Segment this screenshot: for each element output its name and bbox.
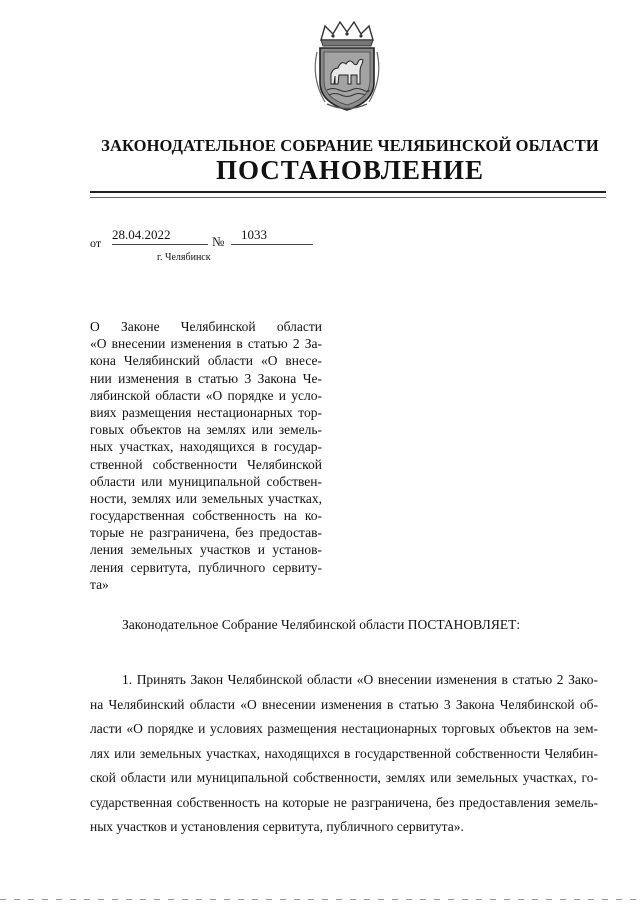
subject-line: виях размещения нестационарных тор- (90, 404, 322, 420)
registration-row (90, 226, 350, 252)
header-divider-thick (90, 191, 606, 193)
subject-line: «О внесении изменения в статью 2 За- (90, 336, 322, 352)
subject-line: О Законе Челябинской области (90, 319, 322, 334)
subject-line: ления земельных участков и установ- (90, 542, 322, 558)
resolution-paragraph (90, 668, 598, 840)
paragraph-line: ных участков и установления сервитута, публичного сервитута». (90, 819, 464, 834)
paragraph-line: лях или земельных участках, находящихся в государственной собственности Челябин- (90, 745, 598, 761)
paragraph-line: ской области или муниципальной собственности, землях или земельных участках, го- (90, 770, 598, 785)
number-label: № (212, 234, 225, 249)
date-label: от (90, 236, 102, 250)
city-label: г. Челябинск (157, 252, 211, 263)
document-number: 1033 (231, 226, 313, 245)
scan-edge-line (0, 899, 640, 900)
paragraph-line: 1. Принять Закон Челябинской области «О внесении изменения в статью 2 Зако- (122, 672, 598, 687)
document-date: 28.04.2022 (112, 226, 208, 245)
paragraph-line: ласти «О порядке и условиях размещения нестационарных торговых объектов на зем- (90, 721, 598, 736)
subject-line: та» (90, 576, 109, 592)
subject-line: ления сервитута, публичного сервиту- (90, 559, 322, 575)
organization-title: ЗАКОНОДАТЕЛЬНОЕ СОБРАНИЕ ЧЕЛЯБИНСКОЙ ОБЛАСТИ (101, 136, 599, 155)
subject-line: кона Челябинский области «О внесе- (90, 353, 322, 369)
subject-line: государственная собственность на ко- (90, 508, 322, 524)
header-divider-thin (90, 197, 606, 198)
subject-line: нии изменения в статью 3 Закона Че- (90, 370, 322, 386)
subject-line: области или муниципальной собствен- (90, 473, 322, 489)
document-subject (90, 318, 322, 593)
document-type-title: ПОСТАНОВЛЕНИЕ (215, 155, 485, 185)
subject-line: ственной собственности Челябинской (90, 456, 322, 472)
subject-line: ных участках, находящихся в государ- (90, 439, 322, 455)
paragraph-line: сударственная собственность на которые не разграничена, без предоставления земель- (90, 794, 598, 810)
subject-line: ности, землях или земельных участках, (90, 490, 322, 506)
preamble-text: Законодательное Собрание Челябинской области ПОСТАНОВЛЯЕТ: (122, 617, 521, 632)
paragraph-line: на Челябинский области «О внесении изменения в статью 3 Закона Челябинской об- (90, 696, 598, 712)
subject-line: лябинской области «О порядке и усло- (90, 387, 322, 403)
subject-line: говых объектов на землях или земель- (90, 422, 322, 438)
coat-of-arms-icon (307, 18, 387, 114)
subject-line: торые не разграничена, без предостав- (90, 525, 322, 541)
